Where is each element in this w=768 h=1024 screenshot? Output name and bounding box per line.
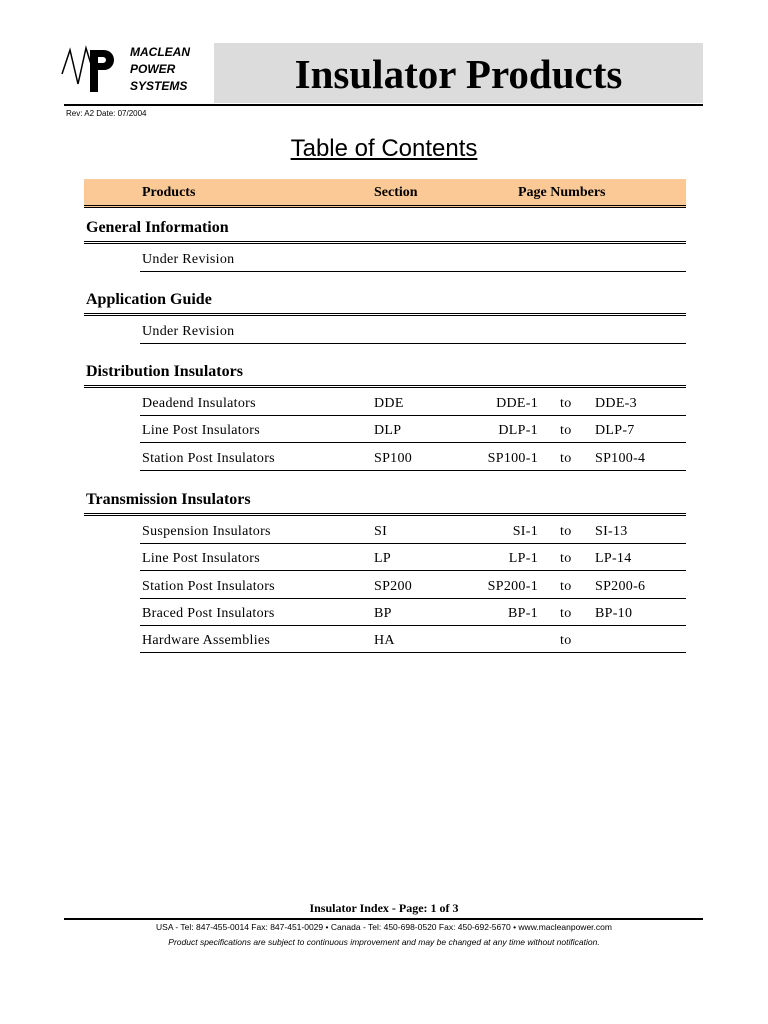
page-start: BP-1 — [508, 605, 538, 621]
product-name: Deadend Insulators — [142, 396, 256, 411]
toc-row — [140, 247, 686, 272]
product-name: Station Post Insulators — [142, 578, 275, 594]
revision-text: Rev: A2 Date: 07/2004 — [66, 109, 147, 118]
section-code: SI — [374, 524, 388, 539]
toc-title: Table of Contents — [290, 135, 478, 162]
toc-row — [140, 319, 686, 344]
product-name: Suspension Insulators — [142, 524, 271, 539]
page-end: BP-10 — [595, 605, 633, 621]
header-section: Section — [374, 185, 418, 200]
section-code: DLP — [374, 423, 402, 439]
footer-contact: USA - Tel: 847-455-0014 Fax: 847-451-0029 • Canada - Tel: 450-698-0520 Fax: 450-692-5670 • www.macleanpower.com — [156, 922, 612, 932]
page-to: to — [560, 524, 572, 539]
page-to: to — [560, 605, 572, 621]
page-end: LP-14 — [595, 551, 632, 567]
product-name: Station Post Insulators — [142, 450, 275, 466]
header-products: Products — [142, 185, 196, 200]
page-end: SP100-4 — [595, 450, 646, 466]
page-title: Insulator Products — [294, 51, 623, 97]
section-code: SP200 — [374, 578, 413, 594]
section-title: General Information — [86, 219, 229, 236]
toc-row — [140, 546, 686, 571]
toc-row — [140, 601, 686, 626]
page-to: to — [560, 450, 572, 466]
page-to: to — [560, 551, 572, 567]
page-to: to — [560, 578, 572, 594]
toc-row — [140, 628, 686, 653]
section-title: Transmission Insulators — [86, 491, 251, 508]
page-start: DDE-1 — [496, 396, 538, 411]
section-heading — [84, 291, 686, 316]
toc-row — [140, 519, 686, 544]
logo-text — [130, 44, 190, 95]
logo-line: POWER — [130, 62, 176, 76]
page-start: SP100-1 — [487, 450, 538, 466]
product-name: Under Revision — [142, 324, 235, 339]
logo-line: SYSTEMS — [130, 79, 188, 93]
toc-row — [140, 418, 686, 443]
page-start: SI-1 — [512, 524, 538, 539]
header-page-numbers: Page Numbers — [518, 185, 606, 200]
product-name: Braced Post Insulators — [142, 605, 275, 621]
section-code: DDE — [374, 396, 404, 411]
product-name: Line Post Insulators — [142, 423, 260, 439]
page-to: to — [560, 396, 572, 411]
toc-row — [140, 446, 686, 471]
footer-page-number: Insulator Index - Page: 1 of 3 — [309, 901, 459, 915]
section-code: BP — [374, 605, 392, 621]
page-to: to — [560, 633, 572, 649]
header-divider — [64, 104, 703, 106]
section-heading — [84, 219, 686, 244]
table-header — [84, 179, 686, 208]
section-heading — [84, 491, 686, 516]
page-end: SP200-6 — [595, 578, 646, 594]
page-to: to — [560, 423, 572, 439]
section-title: Distribution Insulators — [86, 363, 243, 380]
mp-logo-icon — [60, 44, 122, 98]
footer-divider — [64, 918, 703, 920]
section-code: SP100 — [374, 450, 413, 466]
page-end: DLP-7 — [595, 423, 635, 439]
section-code: HA — [374, 633, 395, 649]
page-start: LP-1 — [508, 551, 538, 567]
footer-note: Product specifications are subject to continuous improvement and may be changed at any time without notification. — [168, 937, 600, 947]
toc-row — [140, 574, 686, 599]
toc-row — [140, 391, 686, 416]
page-end: SI-13 — [595, 524, 628, 539]
section-title: Application Guide — [86, 291, 212, 308]
section-code: LP — [374, 551, 391, 567]
section-heading — [84, 363, 686, 388]
page-start: SP200-1 — [487, 578, 538, 594]
product-name: Hardware Assemblies — [142, 633, 271, 649]
page-start: DLP-1 — [498, 423, 538, 439]
page-end: DDE-3 — [595, 396, 637, 411]
title-band — [214, 43, 703, 103]
company-logo — [60, 44, 200, 102]
logo-line: MACLEAN — [130, 45, 190, 59]
product-name: Line Post Insulators — [142, 551, 260, 567]
product-name: Under Revision — [142, 252, 235, 267]
